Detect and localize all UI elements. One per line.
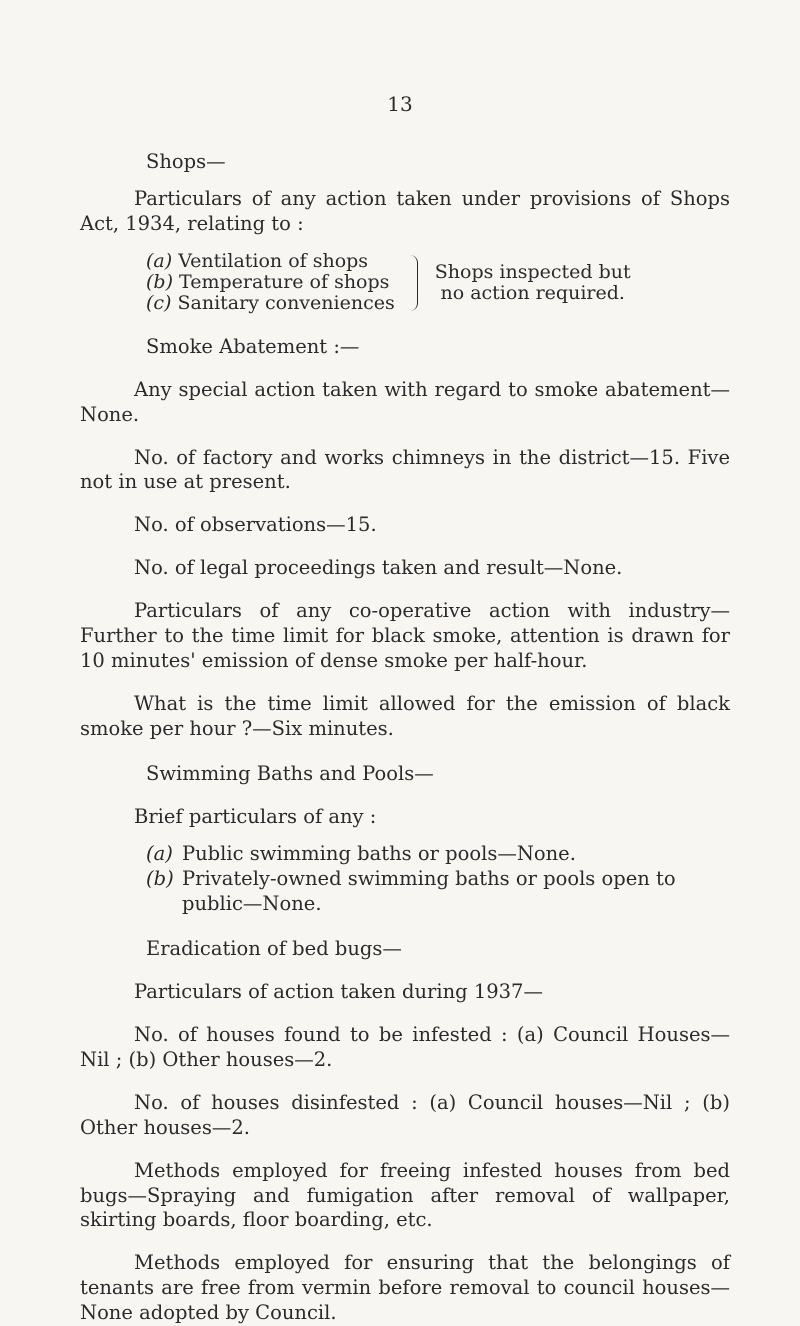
shops-items-list [146, 251, 395, 315]
smoke-paragraph: No. of factory and works chimneys in the district—15. Five not in use at present. [80, 445, 730, 494]
list-item: (a) Public swimming baths or pools—None. [146, 842, 576, 865]
shops-note: Shops inspected but no action required. [434, 260, 631, 304]
shops-heading: Shops— [146, 150, 226, 173]
page-number: 13 [387, 92, 413, 116]
smoke-paragraph: What is the time limit allowed for the emission of black smoke per hour ?—Six minutes. [80, 692, 730, 741]
shops-item: (a) Ventilation of shops [146, 249, 369, 272]
shops-particulars: Particulars of any action taken under provisions of Shops Act, 1934, relating to : [80, 186, 730, 235]
bedbugs-paragraph: No. of houses disinfested : (a) Council houses—Nil ; (b) Other houses—2. [80, 1090, 730, 1139]
bedbugs-paragraph: No. of houses found to be infested : (a) Council Houses— Nil ; (b) Other houses—2. [80, 1022, 730, 1071]
smoke-paragraph: Particulars of any co-operative action with industry— Further to the time limit for black smoke, attention is drawn for 10 minutes' emission of dense smoke per half-hour. [80, 599, 730, 673]
list-item: (b) Privately-owned swimming baths or pools open to public—None. [146, 866, 676, 915]
swimming-intro: Brief particulars of any : [134, 805, 377, 829]
smoke-heading: Smoke Abatement :— [146, 334, 360, 358]
smoke-paragraph: No. of legal proceedings taken and result—None. [134, 556, 623, 580]
smoke-paragraph: Any special action taken with regard to smoke abatement— None. [80, 377, 730, 426]
bedbugs-paragraph: Methods employed for freeing infested houses from bed bugs—Spraying and fumigation after removal of wallpaper, skirting boards, floor boarding, etc. [80, 1158, 730, 1232]
brace-icon [407, 255, 418, 311]
shops-items-block [146, 251, 730, 315]
bedbugs-intro: Particulars of action taken during 1937— [134, 979, 543, 1003]
bedbugs-paragraph: Methods employed for ensuring that the belongings of tenants are free from vermin before removal to council houses— None adopted by Council. [80, 1251, 730, 1325]
bedbugs-heading: Eradication of bed bugs— [146, 936, 402, 960]
shops-item: (c) Sanitary conveniences [146, 292, 395, 315]
smoke-paragraph: No. of observations—15. [134, 513, 377, 537]
shops-item: (b) Temperature of shops [146, 271, 390, 294]
swimming-heading: Swimming Baths and Pools— [146, 762, 434, 786]
swimming-list [146, 842, 730, 917]
document-body [80, 150, 730, 1326]
